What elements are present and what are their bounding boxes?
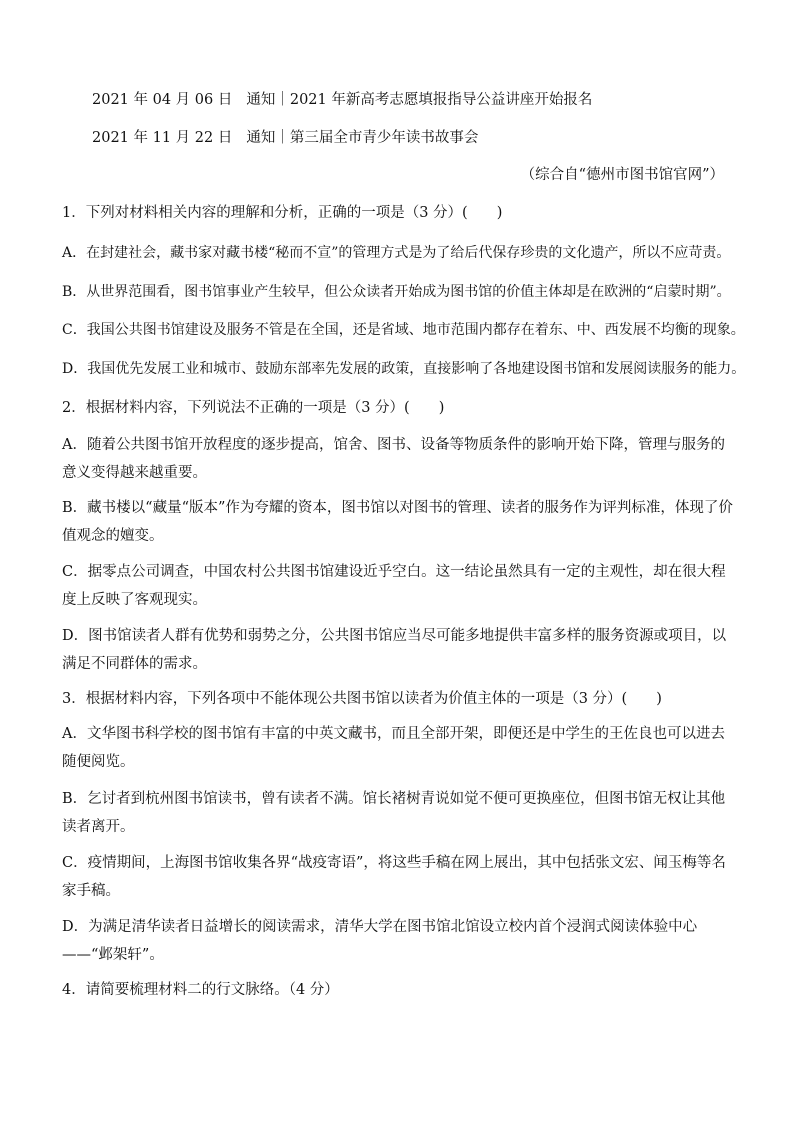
- notice-date: 2021 年 04 月 06 日: [92, 92, 233, 108]
- notice-item: [92, 128, 478, 148]
- question-3-stem: 3．根据材料内容，下列各项中不能体现公共图书馆以读者为价值主体的一项是（3 分）( ): [62, 691, 662, 707]
- question-2-option-c: C．据零点公司调查，中国农村公共图书馆建设近乎空白。这一结论虽然具有一定的主观性，却在很大程度上反映了客观现实。: [62, 564, 726, 608]
- question-1-option-c: C．我国公共图书馆建设及服务不管是在全国，还是省域、地市范围内都存在着东、中、西发展不均衡的现象。: [62, 322, 745, 338]
- question-2-option-a: A．随着公共图书馆开放程度的逐步提高，馆舍、图书、设备等物质条件的影响开始下降，管理与服务的意义变得越来越重要。: [62, 437, 725, 481]
- question-3-option-b: B．乞讨者到杭州图书馆读书，曾有读者不满。馆长褚树青说如觉不便可更换座位，但图书馆无权让其他读者离开。: [62, 791, 726, 835]
- question-1-option-d: D．我国优先发展工业和城市、鼓励东部率先发展的政策，直接影响了各地建设图书馆和发展阅读服务的能力。: [62, 361, 746, 377]
- question-1-option-a: A．在封建社会，藏书家对藏书楼“秘而不宣”的管理方式是为了给后代保存珍贵的文化遗产，所以不应苛责。: [62, 245, 731, 261]
- question-2-stem: 2．根据材料内容，下列说法不正确的一项是（3 分）( ): [62, 400, 445, 416]
- question-1-option-b: B．从世界范围看，图书馆事业产生较早，但公众读者开始成为图书馆的价值主体却是在欧洲的“启蒙时期”。: [62, 284, 731, 300]
- notice-date: 2021 年 11 月 22 日: [92, 130, 233, 146]
- question-2-option-d: D．图书馆读者人群有优势和弱势之分，公共图书馆应当尽可能多地提供丰富多样的服务资源或项目，以满足不同群体的需求。: [62, 628, 727, 672]
- notice-text: 通知｜2021 年新高考志愿填报指导公益讲座开始报名: [246, 92, 593, 108]
- question-2-option-b: B．藏书楼以“藏量“版本”作为夸耀的资本，图书馆以对图书的管理、读者的服务作为评判标准，体现了价值观念的嬗变。: [62, 500, 733, 544]
- question-3-option-c: C．疫情期间，上海图书馆收集各界“战疫寄语”，将这些手稿在网上展出，其中包括张文宏、闻玉梅等名家手稿。: [62, 855, 726, 899]
- question-3-option-d: D．为满足清华读者日益增长的阅读需求，清华大学在图书馆北馆设立校内首个浸润式阅读体验中心——“邺架轩”。: [62, 919, 698, 963]
- notice-item: [92, 90, 592, 110]
- question-1-stem: 1．下列对材料相关内容的理解和分析，正确的一项是（3 分）( ): [62, 205, 503, 221]
- question-3-option-a: A．文华图书科学校的图书馆有丰富的中英文藏书，而且全部开架，即便还是中学生的王佐良也可以进去随便阅览。: [62, 726, 725, 770]
- question-4-stem: 4．请简要梳理材料二的行文脉络。（4 分）: [62, 982, 339, 998]
- notice-text: 通知｜第三届全市青少年读书故事会: [246, 130, 479, 146]
- source-attribution: （综合自“德州市图书馆官网”）: [520, 167, 724, 183]
